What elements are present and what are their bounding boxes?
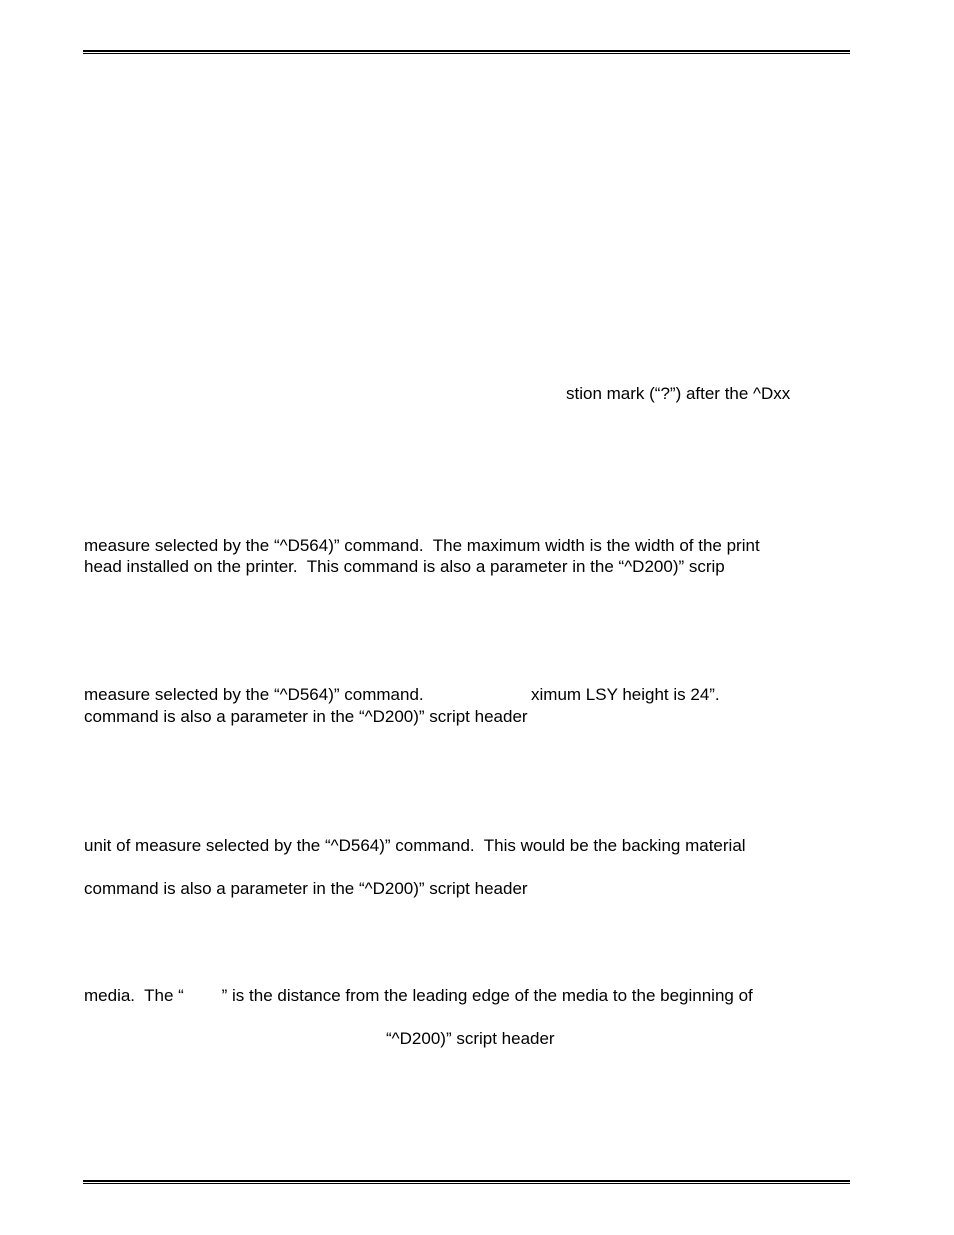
text-line: command is also a parameter in the “^D200)” script header <box>84 879 528 898</box>
text-line: measure selected by the “^D564)” command. The maximum width is the width of the print <box>84 536 760 555</box>
text-line: head installed on the printer. This command is also a parameter in the “^D200)” scrip <box>84 557 725 576</box>
text-line: measure selected by the “^D564)” command. <box>84 685 424 704</box>
text-line: stion mark (“?”) after the ^Dxx <box>566 384 791 403</box>
text-line: ximum LSY height is 24”. <box>531 685 720 704</box>
footer-rule <box>83 1180 850 1184</box>
text-line: unit of measure selected by the “^D564)” command. This would be the backing material <box>84 836 746 855</box>
text-line: “^D200)” script header <box>386 1029 555 1048</box>
text-line: command is also a parameter in the “^D200)” script header <box>84 707 528 726</box>
text-line: media. The “ ” is the distance from the leading edge of the media to the beginning of <box>84 986 753 1005</box>
header-rule <box>83 50 850 54</box>
